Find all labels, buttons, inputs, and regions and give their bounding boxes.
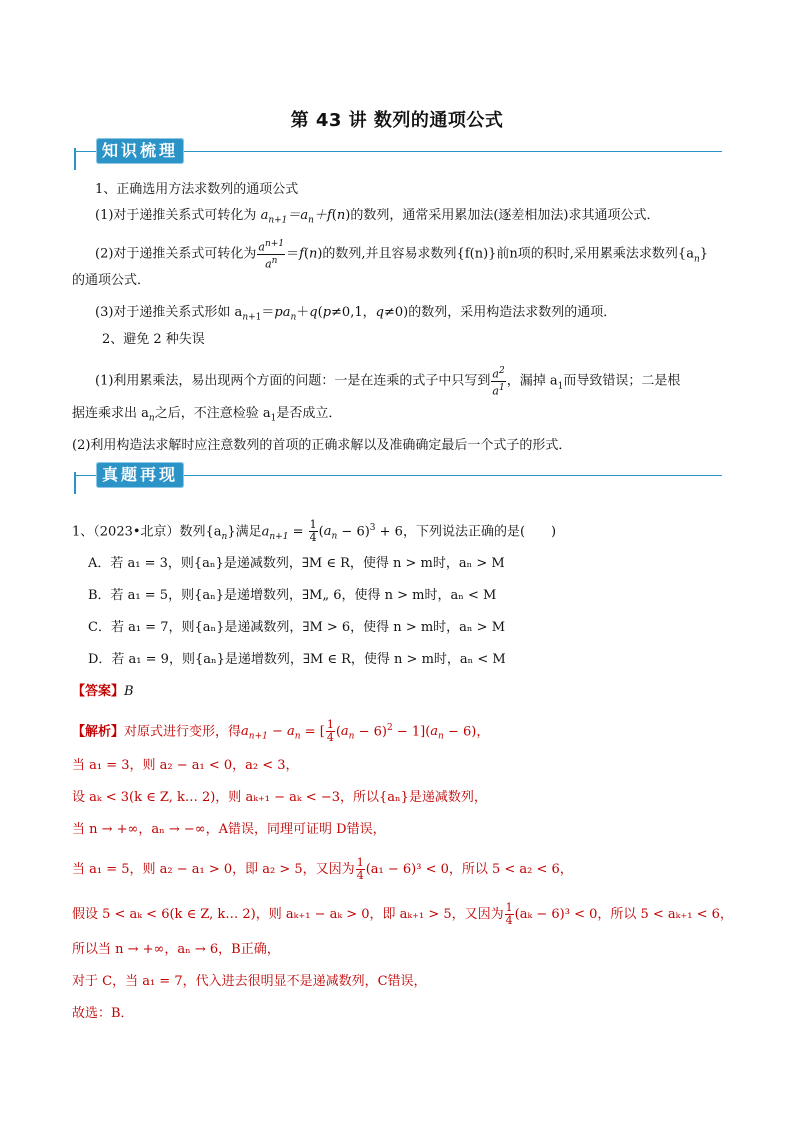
- option-a: A．若 a₁ = 3，则{aₙ}是递减数列，∃M ∈ R，使得 n > m时，aₙ > M: [88, 556, 505, 571]
- analysis-line-3: 设 aₖ < 3(k ∈ Z, k… 2)，则 aₖ₊₁ − aₖ < −3，所以{aₙ}是递减数列，: [72, 790, 487, 805]
- analysis-line-9: 故选：B．: [72, 1006, 134, 1021]
- analysis-line-4: 当 n → +∞，aₙ → −∞，A错误，同理可证明 D错误，: [72, 822, 386, 837]
- analysis-line-8: 对于 C，当 a₁ = 7，代入进去很明显不是递减数列，C错误，: [72, 974, 427, 989]
- analysis-line-7: 所以当 n → +∞，aₙ → 6，B正确，: [72, 942, 280, 957]
- section-label: 知识梳理: [96, 138, 184, 164]
- heading-1: 1、正确选用方法求数列的通项公式: [95, 182, 299, 197]
- analysis-line-5: 当 a₁ = 5，则 a₂ − a₁ > 0，即 a₂ > 5，又因为 $\frac{1}{4}$ (a₁ − 6)³ < 0，所以 5 < a₂ < 6，: [72, 856, 573, 882]
- paragraph-4: (1)利用累乘法，易出现两个方面的问题：一是在连乘的式子中只写到 $\frac{a^2}{a^1}$ ，漏掉 $a_1$而导致错误；二是根: [95, 366, 681, 398]
- option-d: D．若 a₁ = 9，则{aₙ}是递增数列，∃M ∈ R，使得 n > m时，aₙ < M: [88, 652, 506, 667]
- answer: 【答案】B: [72, 684, 134, 699]
- heading-2: 2、避免 2 种失误: [102, 332, 205, 347]
- paragraph-3: (3)对于递推关系式形如 $a_{n+1}=pa_n+q(p\ne 0,1$，q≠0)的数列，采用构造法求数列的通项．: [95, 305, 617, 323]
- analysis-line-2: 当 a₁ = 3，则 a₂ − a₁ < 0，a₂ < 3，: [72, 758, 299, 773]
- paragraph-5: 据连乘求出 $a_n$之后，不注意检验 $a_1$是否成立．: [72, 406, 342, 424]
- section-label: 真题再现: [96, 462, 184, 488]
- paragraph-2-cont: 的通项公式．: [72, 273, 151, 288]
- paragraph-6: (2)利用构造法求解时应注意数列的首项的正确求解以及准确确定最后一个式子的形式．: [72, 438, 572, 453]
- section-header-knowledge: [74, 138, 722, 168]
- page-title: 第 43 讲 数列的通项公式: [290, 110, 504, 131]
- option-b: B．若 a₁ = 5，则{aₙ}是递增数列，∃M„ 6，使得 n > m时，aₙ < M: [88, 588, 497, 603]
- analysis-line-1: 【解析】对原式进行变形，得$a_{n+1} - a_n$ = [ $\frac{1}{4}$ $(a_n - 6)^2 - 1](a_n - 6)$，: [72, 718, 490, 745]
- paragraph-1: (1)对于递推关系式可转化为 $a_{n+1}=a_n+f(n)$的数列，通常采用累加法(逐差相加法)求其通项公式．: [95, 208, 660, 226]
- paragraph-2: (2)对于递推关系式可转化为 $\frac{a^{n+1}}{a^n}$ ＝f(n)的数列,并且容易求数列{f(n)}前n项的积时,采用累乘法求数列$\{a_n\}$: [95, 239, 709, 271]
- question: 1、（2023•北京）数列$\{a_n\}$满足$a_{n+1}$ = $\frac{1}{4}$ $(a_n - 6)^3 + 6$，下列说法正确的是( ): [72, 518, 557, 545]
- section-header-exam: [74, 462, 722, 492]
- analysis-line-6: 假设 5 < aₖ < 6(k ∈ Z, k… 2)，则 aₖ₊₁ − aₖ > 0，即 aₖ₊₁ > 5，又因为 $\frac{1}{4}$ (aₖ − 6)³ < 0，所以 5 < aₖ₊₁ < 6，: [72, 901, 733, 927]
- option-c: C．若 a₁ = 7，则{aₙ}是递减数列，∃M > 6，使得 n > m时，aₙ > M: [88, 620, 506, 635]
